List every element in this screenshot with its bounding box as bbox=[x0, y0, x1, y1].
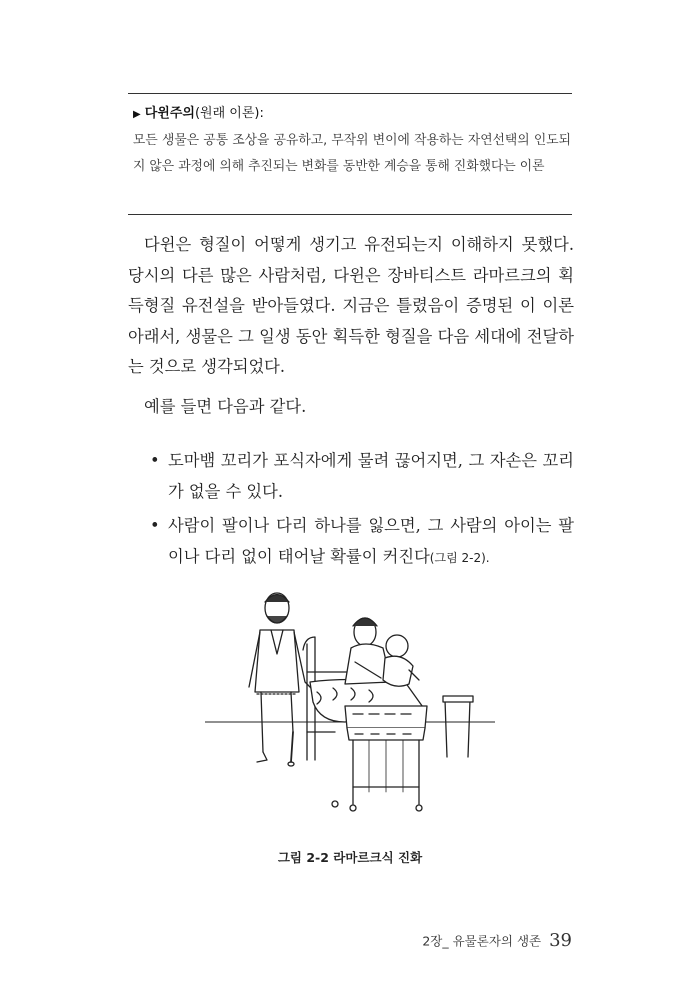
figure-reference: (그림 2-2). bbox=[429, 550, 490, 565]
bed-figure bbox=[303, 637, 473, 760]
body-paragraph-2: 예를 들면 다음과 같다. bbox=[144, 397, 307, 416]
definition-term: 다윈주의 bbox=[144, 106, 195, 121]
bullet-marker: • bbox=[150, 516, 160, 535]
triangle-marker-icon: ▶ bbox=[133, 109, 141, 120]
page-footer bbox=[422, 930, 572, 951]
list-item bbox=[146, 446, 574, 507]
page-number: 39 bbox=[549, 930, 572, 951]
list-item bbox=[146, 511, 574, 573]
list-item-text: 사람이 팔이나 다리 하나를 잃으면, 그 사람의 아이는 팔이나 다리 없이 태어날 확률이 커진다 bbox=[168, 516, 574, 566]
definition-body: 모든 생물은 공통 조상을 공유하고, 무작위 변이에 작용하는 자연선택의 인도되지 않은 과정에 의해 추진되는 변화를 동반한 계승을 통해 진화했다는 이론 bbox=[133, 133, 571, 174]
definition-term-note: (원래 이론): bbox=[194, 106, 264, 121]
figure-caption: 그림 2-2 라마르크식 진화 bbox=[277, 850, 423, 865]
man-figure bbox=[249, 593, 313, 766]
body-paragraph-1: 다윈은 형질이 어떻게 생기고 유전되는지 이해하지 못했다. 당시의 다른 많은 사람처럼, 다윈은 장바티스트 라마르크의 획득형질 유전설을 받아들였다. 지금은 틀렸음이 증명된 이 이론 아래서, 생물은 그 일생 동안 획득한 형질을 다음 세대에 전달하는 것으로 생각되었다. bbox=[128, 235, 574, 376]
example-list bbox=[146, 446, 574, 577]
bassinet-figure bbox=[332, 706, 427, 811]
box-top-rule bbox=[128, 93, 572, 94]
box-bottom-rule bbox=[128, 214, 572, 215]
running-footer-chapter: 2장_ 유물론자의 생존 bbox=[422, 933, 542, 949]
lamarckian-illustration bbox=[205, 582, 495, 822]
baby-figure bbox=[383, 635, 419, 686]
bullet-marker: • bbox=[150, 451, 160, 470]
definition-heading bbox=[133, 102, 264, 121]
list-item-text: 도마뱀 꼬리가 포식자에게 물려 끊어지면, 그 자손은 꼬리가 없을 수 있다. bbox=[168, 451, 574, 501]
